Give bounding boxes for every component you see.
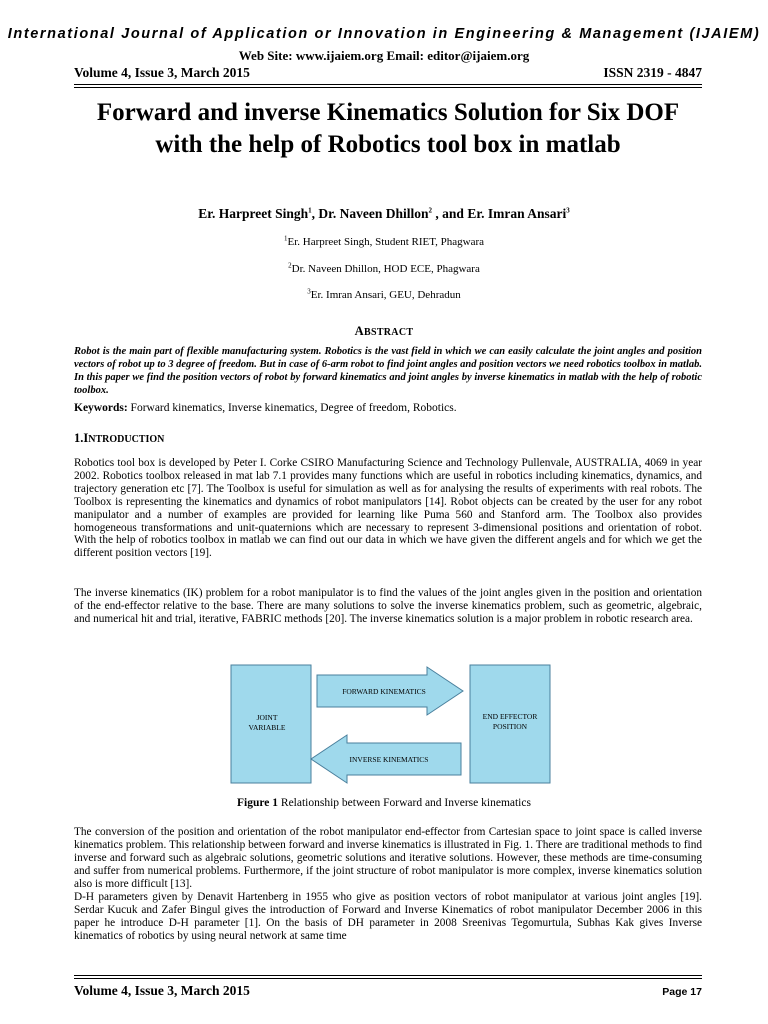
abstract-body: Robot is the main part of flexible manufacturing system. Robotics is the vast field in which we can easily calculate the joint angles and position vectors of robot up to 3 degree of freedom. But in case of 6-arm robot to find joint angles and position vectors we need robotics toolbox in matlab. In this paper we find the position vectors of robot by forward kinematics and joint angles by inverse kinematics in matlab with the help of robotic toolbox. [74, 346, 702, 396]
affiliation [0, 289, 768, 301]
figure-caption-text: Relationship between Forward and Inverse kinematics [280, 797, 531, 809]
footer-page-number: Page 17 [662, 986, 702, 998]
joint-variable-label: JOINT [256, 713, 278, 722]
header-volume: Volume 4, Issue 3, March 2015 [74, 65, 250, 80]
author-separator: , and [432, 206, 468, 221]
journal-website: Web Site: www.ijaiem.org Email: editor@ijaiem.org [238, 48, 530, 63]
footer-rule [74, 975, 702, 976]
author-sup: 3 [566, 206, 570, 215]
affiliation-text: Dr. Naveen Dhillon, HOD ECE, Phagwara [291, 263, 480, 275]
keywords [74, 402, 702, 414]
abstract-heading-rest: BSTRACT [363, 327, 414, 338]
paper-title: Forward and inverse Kinematics Solution for Six DOF with the help of Robotics tool box in matlab [96, 99, 680, 158]
kinematics-figure [229, 661, 569, 789]
affiliation [0, 263, 768, 275]
header-rule [74, 84, 702, 85]
section-heading-rest: NTRODUCTION [88, 434, 165, 445]
author-name: Er. Imran Ansari [467, 206, 567, 221]
affiliation-sup: 2 [288, 261, 292, 270]
figure-caption-label: Figure 1 [237, 797, 279, 809]
intro-paragraph-1: Robotics tool box is developed by Peter I. Corke CSIRO Manufacturing Science and Technology Pullenvale, AUSTRALIA, 4069 in year 2002. Robotics toolbox released in mat lab 7.1 provides many functions which are useful in robotics including kinematics, dynamics, and trajectory generation etc [7]. The Toolbox is useful for simulation as well as for analysing the results of experiments with real robots. The Toolbox is representing the kinematics and dynamics of robot manipulators [14]. Robot objects can be created by the user for any robot manipulator and a number of examples are provided for learning like Puma 560 and Stanford arm. The Toolbox also provides homogeneous transformations and unit-quaternions which are necessary to represent 3-dimensional positions and orientation of robot. With the help of robotics toolbox in matlab we can find out our data in which we have given the different angels and for which we get the different position vectors [19]. [74, 457, 702, 560]
affiliation-sup: 3 [307, 287, 311, 296]
forward-kinematics-label: FORWARD KINEMATICS [342, 687, 426, 696]
header-rule-thin [74, 87, 702, 88]
header-volume-row [74, 65, 702, 81]
end-effector-label: END EFFECTOR [482, 712, 538, 721]
author-name: Er. Harpreet Singh [198, 206, 309, 221]
header-issn: ISSN 2319 - 4847 [603, 65, 702, 80]
abstract-heading [0, 324, 768, 339]
author-sup: 1 [308, 206, 312, 215]
affiliation-sup: 1 [283, 234, 288, 243]
footer-rule-thin [74, 978, 702, 979]
affiliation-text: Er. Imran Ansari, GEU, Dehradun [310, 289, 461, 301]
affiliation [0, 236, 768, 248]
affiliation-text: Er. Harpreet Singh, Student RIET, Phagwara [287, 236, 485, 248]
section-heading-introduction [74, 431, 164, 446]
author-name: Dr. Naveen Dhillon [318, 206, 429, 221]
section-number: 1. [74, 431, 84, 445]
intro-paragraph-2: The inverse kinematics (IK) problem for a robot manipulator is to find the values of the joint angles given in the position and orientation of the end-effector relative to the base. There are many solutions to solve the inverse kinematics problem, such as geometric, algebraic, and numerical hit and trial, iterative, FABRIC methods [20]. The inverse kinematics solution is a major problem in robotic research area. [74, 587, 702, 625]
abstract-heading-initial: A [354, 324, 364, 338]
joint-variable-label: VARIABLE [248, 723, 286, 732]
journal-name: International Journal of Application or Innovation in Engineering & Management (IJAIEM) [7, 26, 761, 42]
footer-volume: Volume 4, Issue 3, March 2015 [74, 983, 250, 998]
inverse-kinematics-label: INVERSE KINEMATICS [349, 755, 429, 764]
end-effector-label: POSITION [492, 722, 528, 731]
author-sup: 2 [428, 206, 433, 215]
keywords-text: Forward kinematics, Inverse kinematics, Degree of freedom, Robotics. [130, 402, 457, 414]
section-heading-initial: I [83, 431, 89, 445]
figure-caption [0, 797, 768, 809]
keywords-label: Keywords: [74, 402, 128, 414]
author-list [0, 206, 768, 222]
body-paragraph-3: The conversion of the position and orientation of the robot manipulator end-effector from Cartesian space to joint space is called inverse kinematics problem. This relationship between forward and inverse kinematics is illustrated in Fig. 1. There are traditional methods to find inverse and forward such as algebraic solutions, geometric solutions and iterative solutions. However, these methods are time-consuming and suffer from numerical problems. Furthermore, if the joint structure of robot manipulator is more complex, inverse kinematics solution also is more difficult [13]. [74, 826, 702, 890]
body-paragraph-4: D-H parameters given by Denavit Hartenberg in 1955 who give as position vectors of robot manipulator at various joint angles [19]. Serdar Kucuk and Zafer Bingul gives the introduction of Forward and Inverse Kinematics of robot manipulator December 2006 in this paper he introduce D-H parameter [1]. On the basis of DH parameter in 2008 Sreenivas Tegomurtula, Subhas Kak gives Inverse kinematics of robotics by using neural network at same time [74, 891, 702, 942]
author-separator: , [311, 206, 319, 221]
